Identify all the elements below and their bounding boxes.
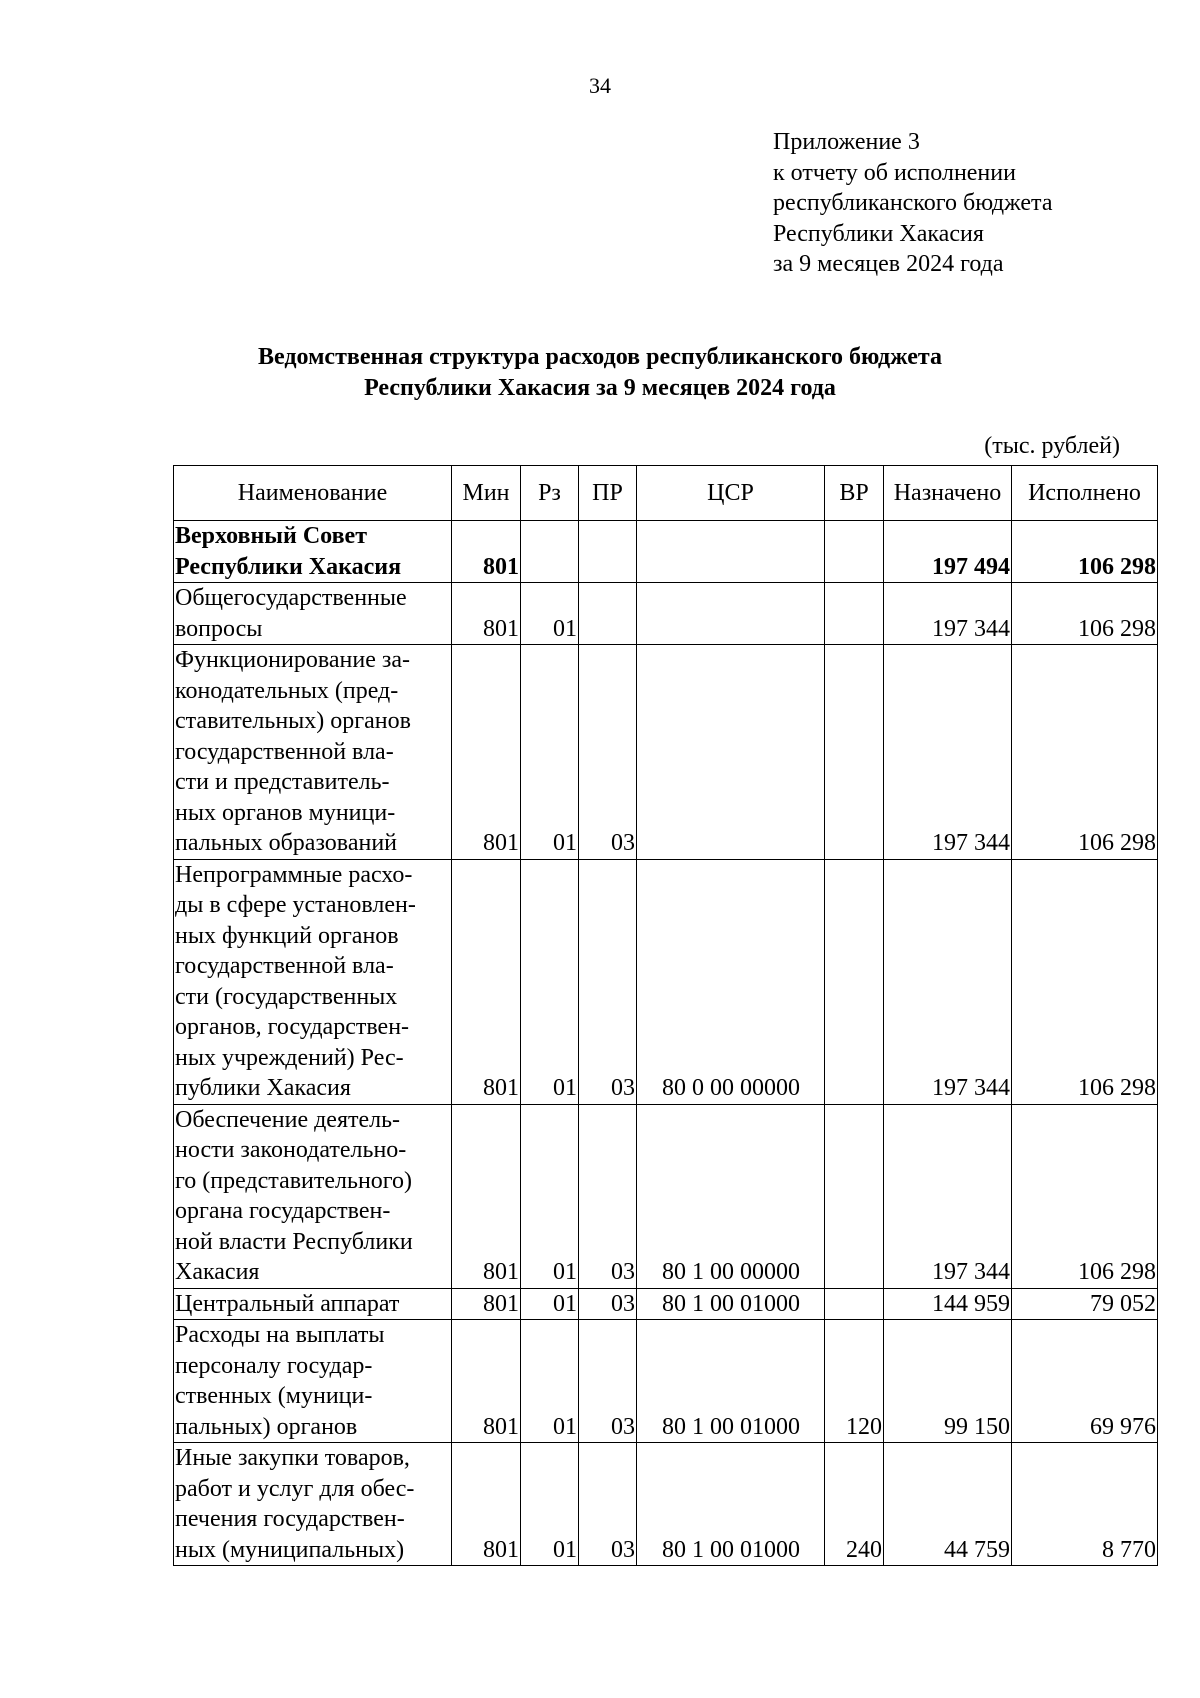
cell-name-line: конодательных (пред- (175, 677, 399, 704)
cell-name-line: Верховный Совет (175, 523, 367, 549)
cell-csr: 80 1 00 01000 (637, 1320, 825, 1443)
cell-rz: 01 (521, 583, 579, 645)
table-row (174, 1443, 1158, 1566)
table-row (174, 1104, 1158, 1288)
cell-assigned: 197 344 (884, 1104, 1012, 1288)
cell-assigned: 197 494 (884, 521, 1012, 583)
cell-pr: 03 (579, 1320, 637, 1443)
cell-min: 801 (452, 1288, 521, 1320)
table-row (174, 859, 1158, 1104)
cell-pr: 03 (579, 1104, 637, 1288)
cell-name (174, 583, 452, 645)
budget-table (173, 465, 1158, 1566)
table-row (174, 521, 1158, 583)
cell-name (174, 645, 452, 860)
cell-name-line: Расходы на выплаты (175, 1322, 385, 1348)
cell-assigned: 144 959 (884, 1288, 1012, 1320)
cell-executed: 79 052 (1012, 1288, 1158, 1320)
cell-executed: 106 298 (1012, 583, 1158, 645)
cell-name-line: Непрограммные расхо- (175, 861, 413, 888)
cell-name-line: ставительных) органов (175, 708, 411, 734)
cell-executed: 106 298 (1012, 645, 1158, 860)
cell-rz: 01 (521, 1288, 579, 1320)
cell-vr (825, 859, 884, 1104)
cell-pr: 03 (579, 1288, 637, 1320)
cell-name-line: пальных) органов (175, 1413, 358, 1440)
cell-min: 801 (452, 1104, 521, 1288)
cell-name (174, 1288, 452, 1320)
cell-csr (637, 521, 825, 583)
cell-name-line: ных функций органов (175, 922, 399, 949)
cell-executed: 106 298 (1012, 1104, 1158, 1288)
header-pr: ПР (579, 466, 637, 521)
cell-vr (825, 645, 884, 860)
cell-rz: 01 (521, 859, 579, 1104)
appendix-line: республиканского бюджета (773, 190, 1053, 216)
cell-executed: 8 770 (1012, 1443, 1158, 1566)
cell-min: 801 (452, 645, 521, 860)
cell-name-line: ных органов муници- (175, 799, 396, 826)
header-assigned: Назначено (884, 466, 1012, 521)
cell-name-line: персоналу государ- (175, 1352, 373, 1379)
cell-vr (825, 521, 884, 583)
cell-name-line: Общегосударственные (175, 585, 407, 611)
cell-csr (637, 583, 825, 645)
cell-name-line: органа государствен- (175, 1198, 391, 1224)
table-row (174, 1288, 1158, 1320)
cell-name-line: Иные закупки товаров, (175, 1445, 410, 1471)
cell-name-line: ности законодательно- (175, 1137, 407, 1163)
appendix-line: Приложение 3 (773, 129, 920, 155)
cell-csr (637, 645, 825, 860)
table-header-row (174, 466, 1158, 521)
cell-name (174, 521, 452, 583)
cell-rz: 01 (521, 1104, 579, 1288)
cell-min: 801 (452, 1443, 521, 1566)
cell-assigned: 44 759 (884, 1443, 1012, 1566)
cell-csr: 80 1 00 00000 (637, 1104, 825, 1288)
cell-executed: 106 298 (1012, 521, 1158, 583)
cell-name-line: ды в сфере установлен- (175, 892, 416, 918)
header-vr: ВР (825, 466, 884, 521)
header-csr: ЦСР (637, 466, 825, 521)
appendix-line: Республики Хакасия (773, 220, 984, 247)
document-title-line: Ведомственная структура расходов республиканского бюджета (258, 344, 942, 370)
units-note: (тыс. рублей) (984, 433, 1120, 459)
cell-assigned: 197 344 (884, 859, 1012, 1104)
cell-name-line: Республики Хакасия (175, 553, 402, 580)
header-min: Мин (452, 466, 521, 521)
cell-name (174, 1320, 452, 1443)
header-rz: Рз (521, 466, 579, 521)
cell-pr (579, 521, 637, 583)
appendix-line: за 9 месяцев 2024 года (773, 251, 1004, 277)
cell-name-line: го (представительного) (175, 1167, 413, 1194)
cell-name-line: публики Хакасия (175, 1075, 351, 1101)
cell-rz: 01 (521, 1320, 579, 1443)
cell-name-line: пальных образований (175, 830, 397, 856)
cell-name-line: органов, государствен- (175, 1014, 410, 1040)
header-executed: Исполнено (1012, 466, 1158, 521)
cell-name-line: сти (государственных (175, 983, 398, 1010)
appendix-note (773, 127, 1173, 280)
cell-name-line: Обеспечение деятель- (175, 1106, 401, 1133)
cell-name-line: ных учреждений) Рес- (175, 1044, 404, 1071)
cell-name-line: ственных (муници- (175, 1383, 373, 1409)
cell-rz: 01 (521, 1443, 579, 1566)
cell-name-line: ной власти Республики (175, 1228, 413, 1255)
cell-min: 801 (452, 1320, 521, 1443)
table-row (174, 645, 1158, 860)
cell-executed: 69 976 (1012, 1320, 1158, 1443)
cell-assigned: 99 150 (884, 1320, 1012, 1443)
appendix-line: к отчету об исполнении (773, 159, 1016, 186)
cell-pr (579, 583, 637, 645)
cell-name-line: государственной вла- (175, 953, 394, 979)
header-name: Наименование (174, 466, 452, 521)
cell-vr (825, 1104, 884, 1288)
cell-csr: 80 1 00 01000 (637, 1443, 825, 1566)
cell-pr: 03 (579, 1443, 637, 1566)
cell-assigned: 197 344 (884, 583, 1012, 645)
table-row (174, 583, 1158, 645)
cell-name-line: вопросы (175, 615, 263, 642)
cell-name-line: сти и представитель- (175, 769, 390, 795)
cell-min: 801 (452, 583, 521, 645)
document-title-line: Республики Хакасия за 9 месяцев 2024 года (364, 375, 836, 401)
table-row (174, 1320, 1158, 1443)
page-number: 34 (589, 73, 611, 98)
cell-name-line: работ и услуг для обес- (175, 1475, 415, 1502)
cell-name-line: Хакасия (175, 1259, 260, 1285)
cell-rz: 01 (521, 645, 579, 860)
cell-vr: 120 (825, 1320, 884, 1443)
cell-min: 801 (452, 859, 521, 1104)
cell-min: 801 (452, 521, 521, 583)
cell-pr: 03 (579, 645, 637, 860)
cell-name-line: Центральный аппарат (175, 1290, 400, 1317)
cell-name (174, 1443, 452, 1566)
cell-name (174, 1104, 452, 1288)
cell-name-line: государственной вла- (175, 738, 394, 765)
cell-name-line: ных (муниципальных) (175, 1536, 405, 1563)
cell-name-line: печения государствен- (175, 1506, 405, 1532)
cell-csr: 80 0 00 00000 (637, 859, 825, 1104)
cell-name-line: Функционирование за- (175, 647, 410, 673)
cell-vr (825, 1288, 884, 1320)
cell-csr: 80 1 00 01000 (637, 1288, 825, 1320)
document-title (0, 342, 1200, 404)
cell-pr: 03 (579, 859, 637, 1104)
cell-vr (825, 583, 884, 645)
cell-vr: 240 (825, 1443, 884, 1566)
cell-rz (521, 521, 579, 583)
cell-name (174, 859, 452, 1104)
cell-assigned: 197 344 (884, 645, 1012, 860)
cell-executed: 106 298 (1012, 859, 1158, 1104)
